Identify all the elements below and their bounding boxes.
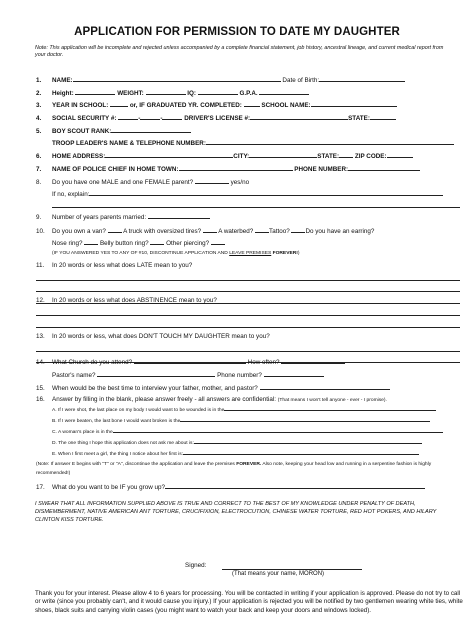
q16-e: E. When I first meet a girl, the thing I notice about her first is: <box>52 449 419 459</box>
q16-note: (Note: If answer E begins with "T" or "A", discontinue the application and leave the premises FOREVER. Also note, keeping your head low and running in a serpentine fashion is highly recommended!) <box>36 462 432 476</box>
height-field[interactable] <box>75 88 115 95</box>
year-field[interactable] <box>110 100 128 107</box>
zip-field[interactable] <box>387 151 413 158</box>
police-chief-field[interactable] <box>179 164 293 171</box>
grad-year-field[interactable] <box>244 100 260 107</box>
signature-field[interactable] <box>222 569 362 570</box>
pastor-phone-field[interactable] <box>264 370 324 377</box>
q15-row: 15. When would be the best time to interview your father, mother, and pastor? <box>36 383 390 393</box>
q2-row: 2. Height: WEIGHT: IQ: G.P.A. <box>36 88 309 98</box>
scout-rank-field[interactable] <box>111 126 191 133</box>
q16-b: B. If I were beaten, the last bone I would want broken is the <box>52 416 430 426</box>
troop-row: TROOP LEADER'S NAME & TELEPHONE NUMBER: <box>52 138 454 148</box>
q16d-field[interactable] <box>194 438 422 444</box>
q14-row: 14. What Church do you attend? How often? <box>36 357 345 367</box>
q1-row: 1. NAME: Date of Birth: <box>36 75 405 85</box>
oath-text: I SWEAR THAT ALL INFORMATION SUPPLIED ABOVE IS TRUE AND CORRECT TO THE BEST OF MY KNOWLEDGE UNDER PENALTY OF DEATH, DISMEMBERMENT, NATIVE AMERICAN ANT TORTURE, CRUCIFIXION, ELECTROCUTION, CHINESE WATER TORTURE, RED HOT POKERS, AND HILARY CLINTON KISS TORTURE. <box>35 501 437 523</box>
signature-caption: (That means your name, MORON) <box>232 571 325 577</box>
q11-line-2[interactable] <box>36 291 460 292</box>
dob-field[interactable] <box>319 75 405 82</box>
q12-row: 12. In 20 words or less what does ABSTINENCE mean to you? <box>36 297 217 304</box>
future-field[interactable] <box>165 482 425 489</box>
q16e-field[interactable] <box>183 449 419 455</box>
van-field[interactable] <box>108 226 122 233</box>
q7-row: 7. NAME OF POLICE CHIEF IN HOME TOWN: PHONE NUMBER: <box>36 164 420 174</box>
license-state-field[interactable] <box>370 113 396 120</box>
q11-row: 11. In 20 words or less what does LATE mean to you? <box>36 262 193 269</box>
q16-a: A. If I were shot, the last place on my body I would want to be wounded is in the <box>52 405 436 415</box>
license-field[interactable] <box>250 113 348 120</box>
church-field[interactable] <box>134 357 246 364</box>
q16-d: D. The one thing I hope this application does not ask me about is: <box>52 438 422 448</box>
weight-field[interactable] <box>146 88 186 95</box>
state-field[interactable] <box>339 151 353 158</box>
q13-line-1[interactable] <box>36 351 460 352</box>
truck-field[interactable] <box>203 226 217 233</box>
q9-row: 9. Number of years parents married: <box>36 212 210 222</box>
q6-row: 6. HOME ADDRESS: CITY: STATE: ZIP CODE: <box>36 151 413 161</box>
gpa-field[interactable] <box>259 88 309 95</box>
q3-row: 3. YEAR IN SCHOOL: or, IF GRADUATED YR. COMPLETED: SCHOOL NAME: <box>36 100 397 110</box>
thank-you-text: Thank you for your interest. Please allow 4 to 6 years for processing. You will be contacted in writing if your application is approved. Please do not try to call or write (since you probably can't, and it would cause you injury.) If your application is rejected you will be notified by two gentlemen wearing white ties, white shoes, black suits and carrying violin cases (you might want to watch your back and keep your doors and windows locked). <box>35 590 463 614</box>
years-married-field[interactable] <box>148 212 210 219</box>
troop-leader-field[interactable] <box>206 138 454 145</box>
form-note: Note: This application will be incomplete and rejected unless accompanied by a complete financial statement, job history, ancestral lineage, and current medical report from your doctor. <box>35 45 444 59</box>
tattoo-field[interactable] <box>291 226 305 233</box>
nose-ring-field[interactable] <box>84 238 98 245</box>
interview-time-field[interactable] <box>260 383 390 390</box>
church-frequency-field[interactable] <box>281 357 345 364</box>
q16-row: 16. Answer by filling in the blank, please answer freely - all answers are confidential: (That means I won't tell anyone - ever - I promise). <box>36 396 387 403</box>
q16c-field[interactable] <box>113 427 443 433</box>
q10-note: (IF YOU ANSWERED YES TO ANY OF #10, DISCONTINUE APPLICATION AND LEAVE PREMISES FOREVER!) <box>52 251 300 256</box>
ssn-field-3[interactable] <box>162 113 182 120</box>
q4-row: 4. SOCIAL SECURITY #: - - DRIVER'S LICENSE #: STATE: <box>36 113 396 123</box>
parents-field[interactable] <box>195 177 229 184</box>
q13-row: 13. In 20 words or less, what does DON'T TOUCH MY DAUGHTER mean to you? <box>36 333 270 340</box>
q10-row: 10. Do you own a van? A truck with oversized tires? A waterbed? Tattoo? Do you have an earring? <box>36 228 375 235</box>
q12-line-2[interactable] <box>36 327 460 328</box>
pastor-row: Pastor's name? Phone number? <box>52 370 324 380</box>
belly-ring-field[interactable] <box>150 238 164 245</box>
other-piercing-field[interactable] <box>211 238 225 245</box>
q8-row: 8. Do you have one MALE and one FEMALE parent? yes/no <box>36 179 250 186</box>
waterbed-field[interactable] <box>255 226 269 233</box>
name-label: NAME: <box>52 77 73 84</box>
address-field[interactable] <box>105 151 233 158</box>
explain-row: If no, explain: <box>52 189 443 199</box>
q12-line-1[interactable] <box>36 315 460 316</box>
q16a-field[interactable] <box>224 405 436 411</box>
dob-label: Date of Birth: <box>282 77 320 84</box>
ssn-field-2[interactable] <box>140 113 160 120</box>
ssn-field-1[interactable] <box>118 113 138 120</box>
signed-label: Signed: <box>185 562 207 569</box>
q5-row: 5. BOY SCOUT RANK: <box>36 126 191 136</box>
iq-field[interactable] <box>198 88 238 95</box>
name-field[interactable] <box>73 75 281 82</box>
q16-c: C. A woman's place is in the <box>52 427 443 437</box>
q10-row-2: Nose ring? Belly button ring? Other piercing? <box>52 238 225 248</box>
city-field[interactable] <box>249 151 317 158</box>
q16b-field[interactable] <box>180 416 430 422</box>
explain-line-2[interactable] <box>52 207 460 208</box>
school-name-field[interactable] <box>311 100 397 107</box>
chief-phone-field[interactable] <box>348 164 420 171</box>
q11-line-1[interactable] <box>36 280 460 281</box>
pastor-name-field[interactable] <box>97 370 215 377</box>
q17-row: 17. What do you want to be IF you grow up? <box>36 482 425 492</box>
form-title: APPLICATION FOR PERMISSION TO DATE MY DAUGHTER <box>74 26 400 38</box>
explain-field[interactable] <box>89 189 443 196</box>
